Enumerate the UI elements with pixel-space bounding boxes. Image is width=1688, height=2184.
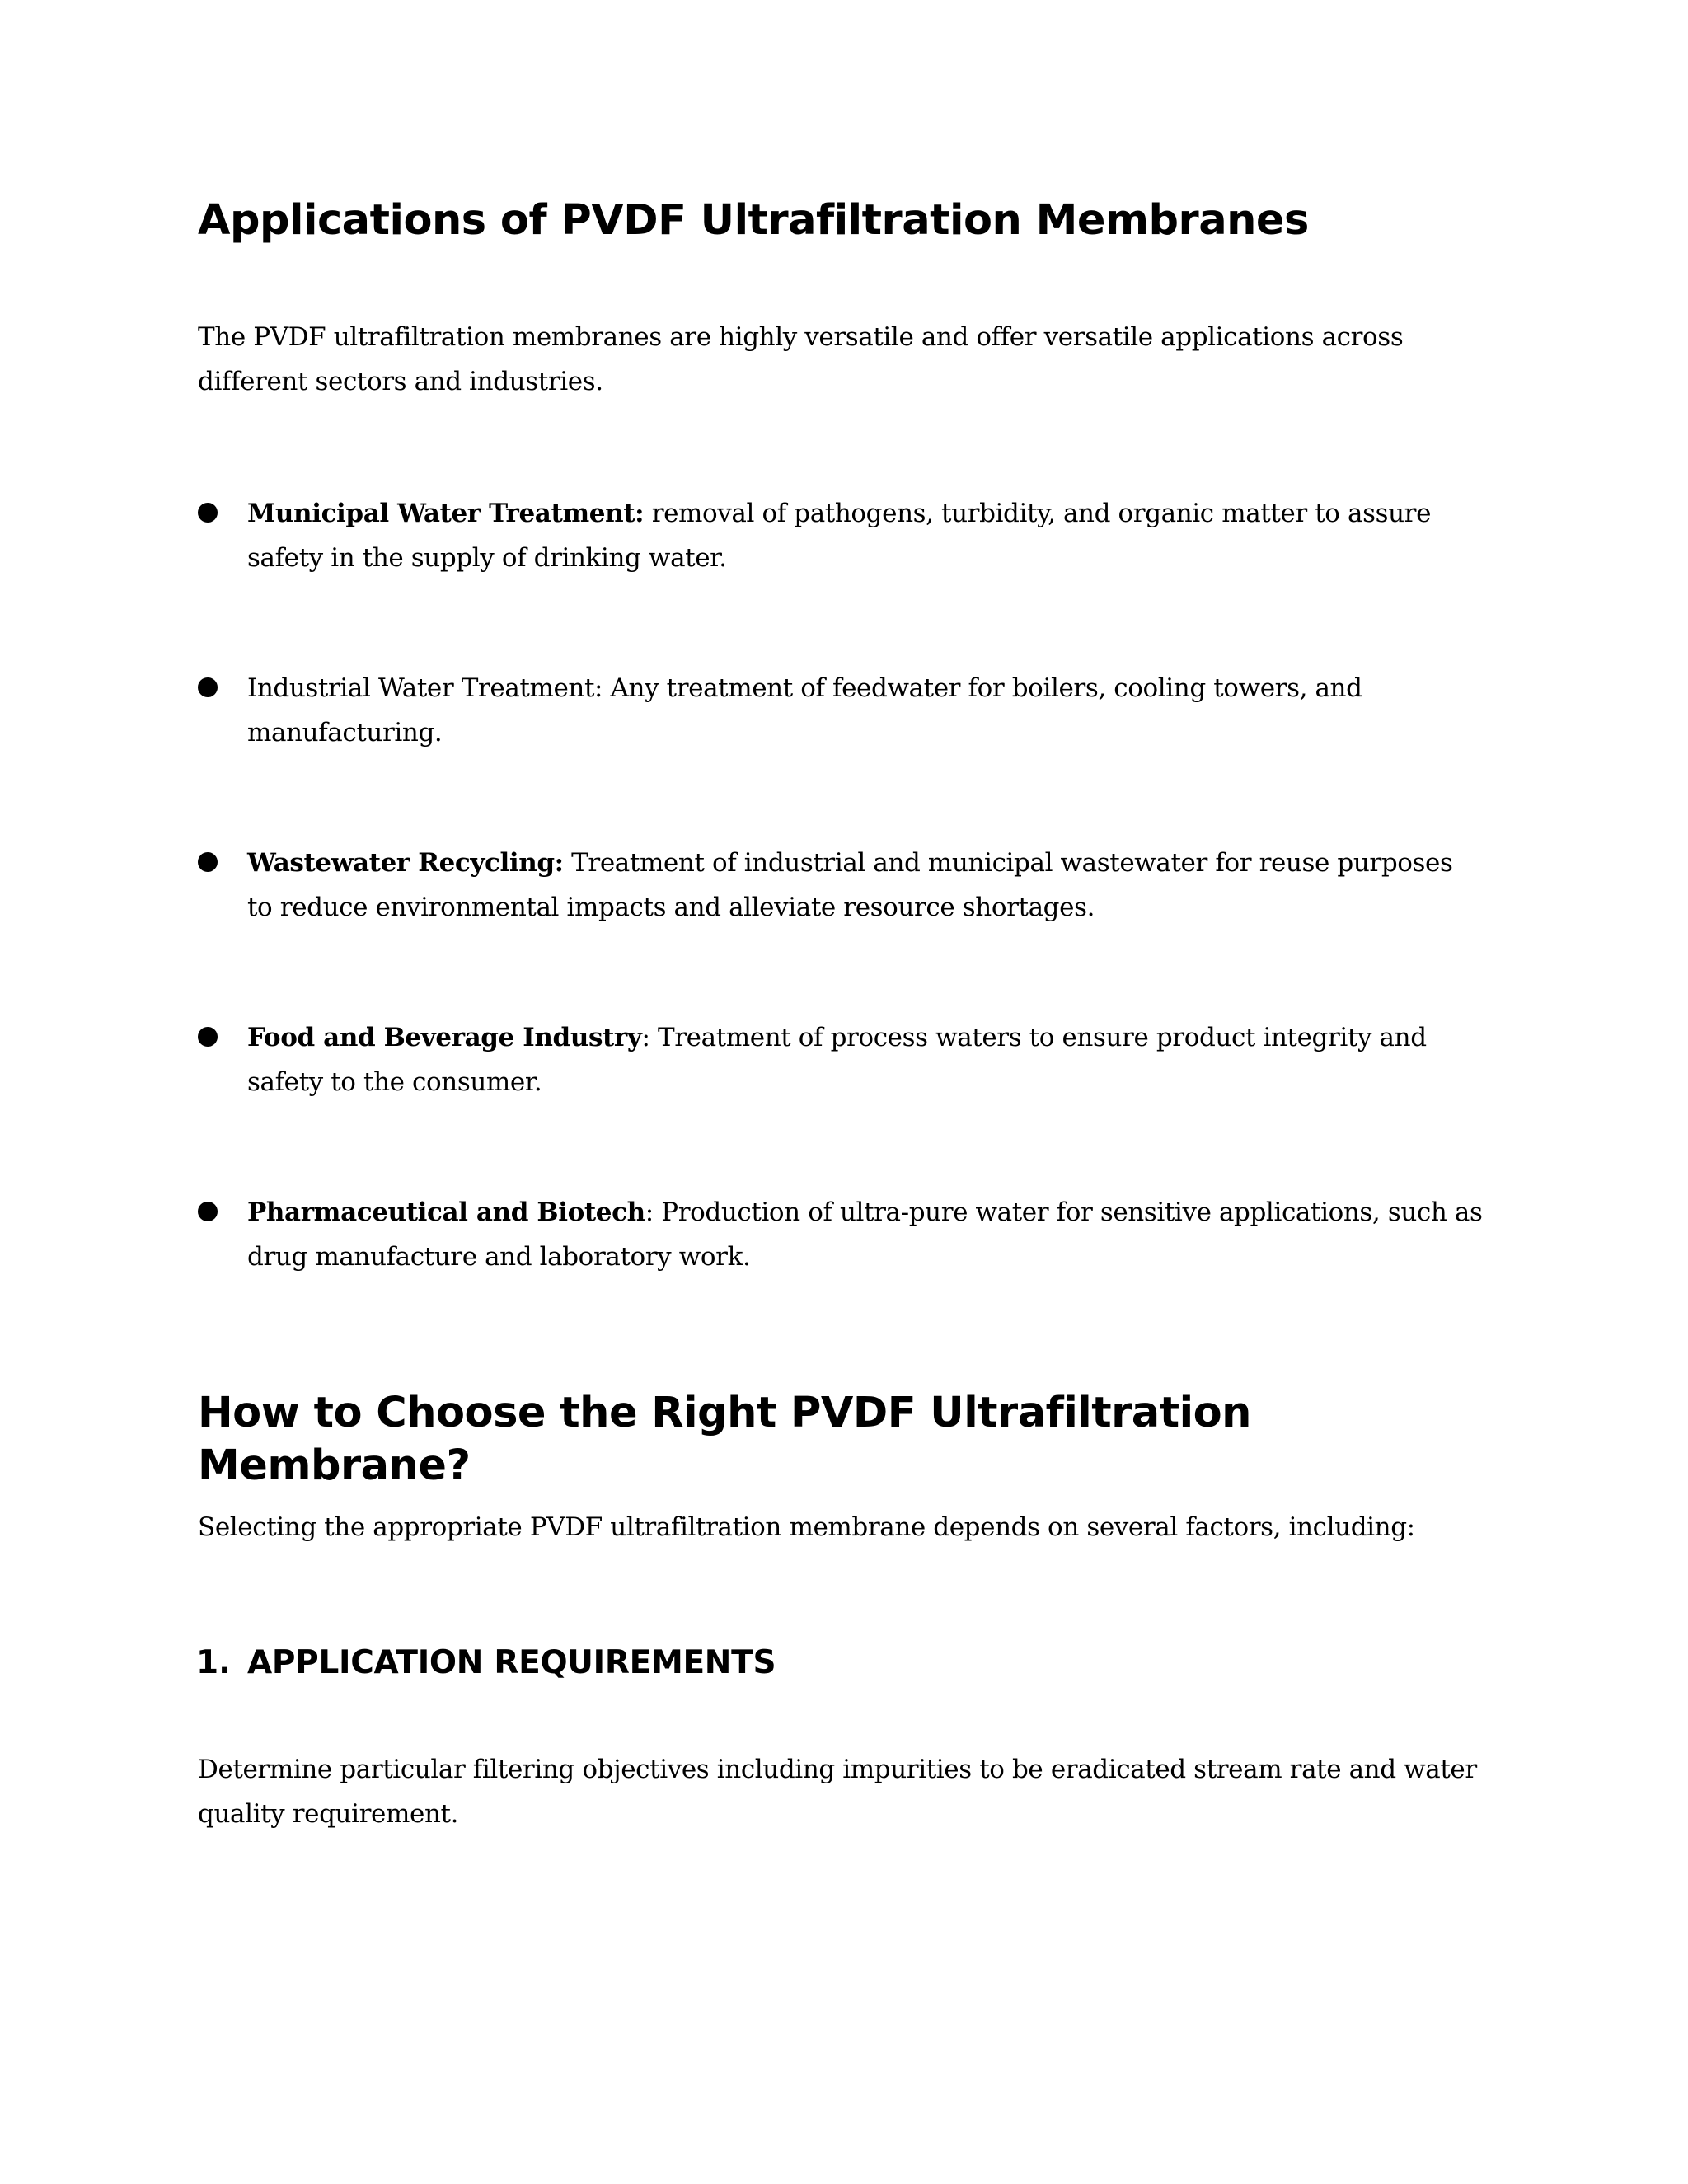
intro-text: The PVDF ultrafiltration membranes are highly versatile and offer versatile applications across different sectors and industries. [198, 322, 1404, 396]
requirements-text: Determine particular filtering objectives including impurities to be eradicated stream rate and water quality requirement. [198, 1755, 1477, 1829]
choose-intro-text: Selecting the appropriate PVDF ultrafiltration membrane depends on several factors, including: [198, 1512, 1415, 1542]
intro-paragraph [198, 315, 1484, 404]
choose-intro-paragraph [198, 1505, 1484, 1549]
list-number: 1. [196, 1644, 231, 1681]
section-heading-applications [198, 194, 1484, 247]
bullet-icon [198, 852, 218, 872]
list-item-description: removal of pathogens, turbidity, and organic matter to assure safety in the supply of drinking water. [247, 499, 1432, 573]
list-item-term: Pharmaceutical and Biotech [247, 1197, 645, 1227]
list-item [247, 1190, 1484, 1279]
list-item-description: : Treatment of process waters to ensure product integrity and safety to the consumer. [247, 1023, 1427, 1097]
list-item-description: Industrial Water Treatment: Any treatment of feedwater for boilers, cooling towers, and manufacturing. [247, 673, 1362, 748]
list-item-term: Food and Beverage Industry [247, 1023, 642, 1052]
bullet-icon [198, 677, 218, 697]
list-item-term: Wastewater Recycling: [247, 848, 564, 878]
list-item [247, 491, 1484, 580]
bullet-icon [198, 1027, 218, 1047]
list-item [247, 841, 1484, 930]
section-heading-choose [198, 1387, 1484, 1493]
subheading-application-requirements: APPLICATION REQUIREMENTS [247, 1644, 776, 1681]
list-item-term: Municipal Water Treatment: [247, 499, 645, 528]
list-item [247, 1015, 1484, 1104]
numbered-subheading [196, 1643, 1484, 1684]
bullet-icon [198, 1202, 218, 1221]
heading-applications: Applications of PVDF Ultrafiltration Membranes [198, 196, 1309, 245]
list-item-description: : Production of ultra-pure water for sensitive applications, such as drug manufacture and laboratory work. [247, 1197, 1483, 1272]
heading-choose: How to Choose the Right PVDF Ultrafiltration Membrane? [198, 1389, 1251, 1490]
list-item [247, 666, 1484, 755]
list-item-description: Treatment of industrial and municipal wastewater for reuse purposes to reduce environmental impacts and alleviate resource shortages. [247, 848, 1453, 922]
requirements-paragraph [198, 1747, 1484, 1836]
bullet-icon [198, 503, 218, 523]
